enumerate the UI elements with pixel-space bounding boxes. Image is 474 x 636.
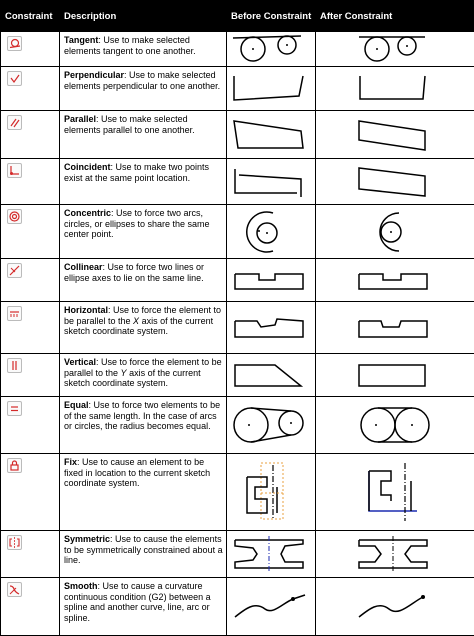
constraint-description-pre: : Use to force the element to be parallel to the [64,357,222,378]
constraint-name: Symmetric [64,534,110,544]
perpendicular-after-figure [355,74,435,104]
constraint-description: : Use to cause the elements to be symmetrically constrained about a line. [64,534,223,565]
coincident-before-figure [231,165,311,199]
table-row [1,67,474,111]
collinear-icon [7,263,22,278]
tangent-icon [7,36,22,51]
constraint-name: Vertical [64,357,96,367]
table-row [1,159,474,205]
fix-before-figure [231,457,311,527]
equal-before-figure [231,401,311,449]
constraint-description: : Use to make selected elements tangent to one another. [64,35,196,56]
table-row [1,354,474,397]
concentric-after-figure [365,209,425,255]
constraint-name: Horizontal [64,305,108,315]
constraint-name: Concentric [64,208,111,218]
constraint-name: Fix [64,457,77,467]
axis-letter: Y [121,368,127,378]
parallel-icon [7,115,22,130]
table-row [1,205,474,259]
constraint-name: Perpendicular [64,70,124,80]
constraint-name: Coincident [64,162,111,172]
constraint-name: Tangent [64,35,98,45]
smooth-after-figure [355,587,435,627]
table-row [1,32,474,67]
table-row [1,259,474,302]
collinear-before-figure [231,267,311,293]
vertical-before-figure [231,361,311,389]
header-row [1,1,474,32]
constraint-description: : Use to force two lines or ellipse axes to lie on the same line. [64,262,204,283]
table-row [1,578,474,636]
concentric-before-figure [241,209,301,255]
perpendicular-before-figure [231,74,311,104]
header-before-constraint: Before Constraint [227,1,316,32]
constraint-description: : Use to cause a curvature continuous condition (G2) between a spline and another curve, line, arc or spline. [64,581,211,623]
symmetric-after-figure [355,534,435,574]
parallel-before-figure [231,118,311,152]
coincident-icon [7,163,22,178]
tangent-before-figure [231,34,311,64]
constraint-description: : Use to make selected elements parallel to one another. [64,114,195,135]
constraint-description: : Use to force two arcs, circles, or ellipses to share the same center point. [64,208,210,239]
header-after-constraint: After Constraint [316,1,474,32]
symmetric-icon [7,535,22,550]
table-row [1,531,474,578]
smooth-icon [7,582,22,597]
constraint-description: : Use to make selected elements perpendicular to one another. [64,70,220,91]
constraint-name: Smooth [64,581,98,591]
equal-icon [7,401,22,416]
horizontal-before-figure [231,315,311,341]
parallel-after-figure [355,118,435,152]
fix-icon [7,458,22,473]
concentric-icon [7,209,22,224]
symmetric-before-figure [231,534,311,574]
table-row [1,397,474,454]
constraint-name: Parallel [64,114,96,124]
constraint-description: : Use to make two points exist at the same point location. [64,162,209,183]
constraint-name: Collinear [64,262,103,272]
constraint-name: Equal [64,400,89,410]
equal-after-figure [355,401,435,449]
table-row [1,302,474,354]
horizontal-after-figure [355,315,435,341]
table-row [1,454,474,531]
smooth-before-figure [231,587,311,627]
axis-letter: X [133,316,139,326]
vertical-icon [7,358,22,373]
constraint-description-post: axis of the current sketch coordinate system. [64,368,201,389]
horizontal-icon [7,306,22,321]
vertical-after-figure [355,361,435,389]
constraint-description: : Use to force two elements to be of the same length. In the case of arcs or circles, the radius becomes equal. [64,400,220,431]
table-row [1,111,474,159]
coincident-after-figure [355,165,435,199]
constraint-description: : Use to cause an element to be fixed in location to the current sketch coordinate system. [64,457,210,488]
constraint-description-post: axis of the current sketch coordinate system. [64,316,213,337]
tangent-after-figure [355,34,435,64]
collinear-after-figure [355,267,435,293]
header-description: Description [60,1,227,32]
fix-after-figure [355,457,435,527]
constraint-description-pre: : Use to force the element to be parallel to the [64,305,221,326]
header-constraint: Constraint [1,1,60,32]
perpendicular-icon [7,71,22,86]
